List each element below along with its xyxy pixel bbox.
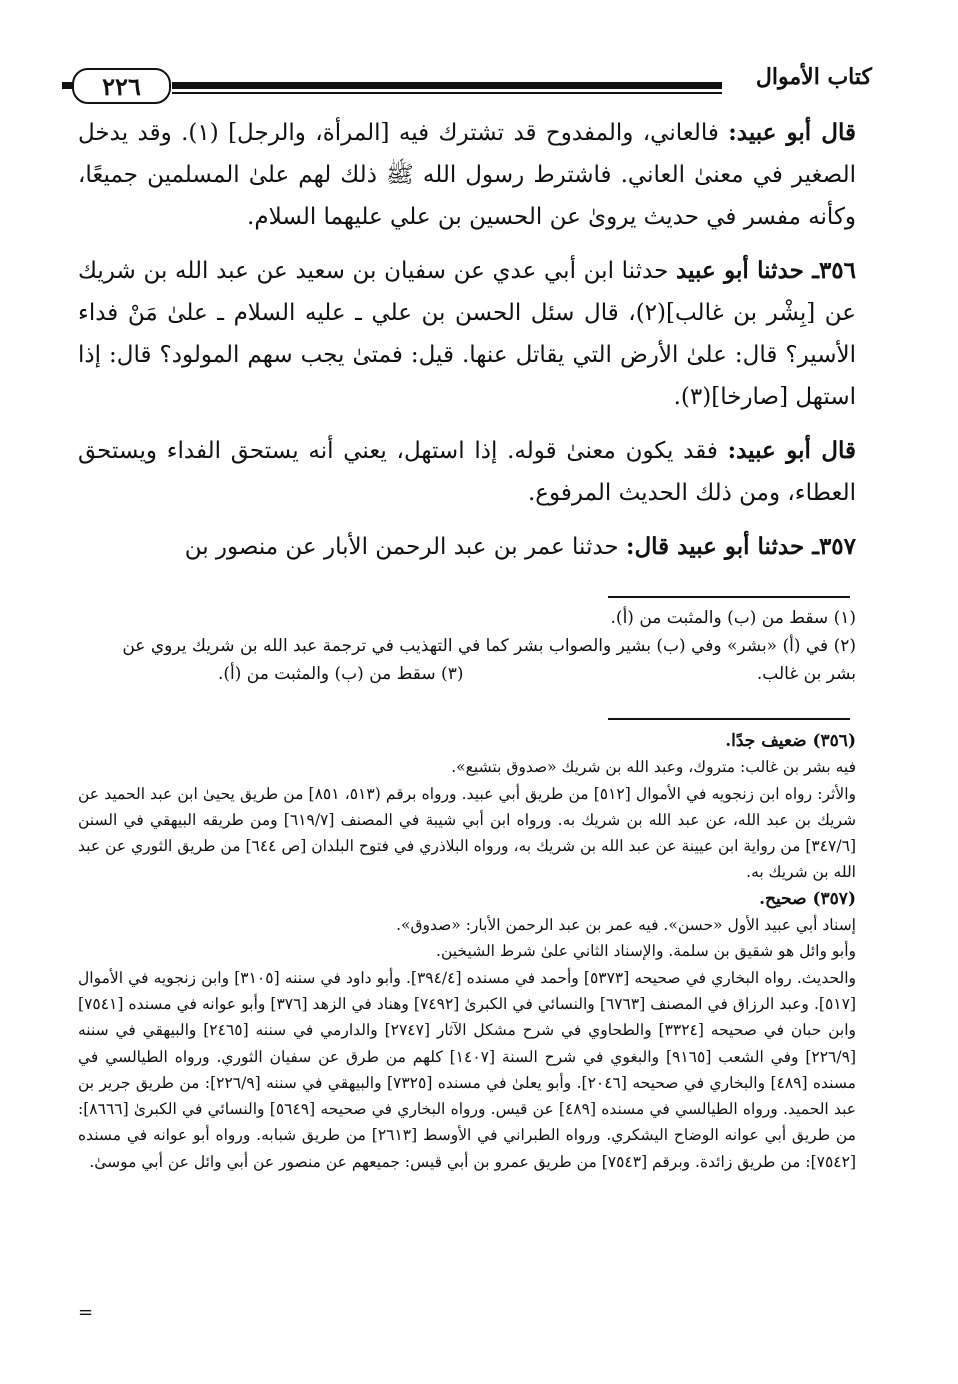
footnote-divider (608, 596, 850, 598)
footnote-2: (٢) في (أ) «بشر» وفي (ب) بشير والصواب بشر كما في التهذيب في ترجمة عبد الله بن شريك يروي عن (122, 636, 856, 656)
paragraph-2-text: حدثنا ابن أبي عدي عن سفيان بن سعيد عن عبد الله بن شريك عن [بِشْر بن غالب](٢)، قال سئل الحسن بن علي ـ عليه السلام ـ علىٰ مَنْ فداء الأسير؟ قال: علىٰ الأرض التي يقاتل عنها. قيل: فمتىٰ يجب سهم المولود؟ قال: إذا استهل [صارخا](٣). (78, 258, 856, 410)
paragraph-1 (78, 112, 856, 238)
paragraph-1-lead: قال أبو عبيد: (728, 119, 856, 146)
paragraph-2 (78, 250, 856, 418)
paragraph-3-text: فقد يكون معنىٰ قوله. إذا استهل، يعني أنه يستحق الفداء ويستحق العطاء، ومن ذلك الحديث المرفوع. (78, 438, 856, 506)
continuation-mark: = (78, 1302, 94, 1323)
paragraph-4-lead: ٣٥٧ـ حدثنا أبو عبيد قال: (625, 533, 856, 560)
takhrij-356-line-1: فيه بشر بن غالب: متروك، وعبد الله بن شريك «صدوق بتشيع». (451, 758, 856, 777)
footnote-3: (٣) سقط من (ب) والمثبت من (أ). (218, 664, 464, 684)
paragraph-2-lead: ٣٥٦ـ حدثنا أبو عبيد (676, 257, 856, 284)
footnote-2-continued: بشر بن غالب. (756, 664, 856, 684)
header-rule (172, 82, 722, 89)
header-rule-thin (172, 92, 722, 94)
takhrij-356-line-2: والأثر: رواه ابن زنجويه في الأموال [٥١٢] من طريق أبي عبيد. ورواه برقم (٥١٣، ٨٥١] من طريق يحيىٰ ابن عبد الحميد عن شريك بن عبد الله، عن عبد الله بن شريك به. ورواه ابن أبي شيبة في المصنف [٦١٩/٧] ومن طريقه البيهقي في السنن [٣٤٧/٦] من رواية ابن عيينة عن عبد الله بن شريك به، ورواه البلاذري في فتوح البلدان [ص ٦٤٤] من طريق الثوري عن عبد الله بن شريك به. (78, 784, 856, 882)
takhrij-357-line-3: والحديث. رواه البخاري في صحيحه [٥٣٧٣] وأحمد في مسنده [٣٩٤/٤]. وأبو داود في سننه [٣١٠٥] وابن زنجويه في الأموال [٥١٧]. وعبد الرزاق في المصنف [٦٧٦٣] والنسائي في الكبرىٰ [٧٤٩٢] وهناد في الزهد [٣٧٦] وأبو عوانه في مسنده [٧٥٤١] وابن حبان في صحيحه [٣٣٢٤] والطحاوي في شرح مشكل الآثار [٢٧٤٧] والدارمي في سننه [٢٤٦٥] والبيهقي في سننه [٢٢٦/٩] وفي الشعب [٩١٦٥] والبغوي في شرح السنة [١٤٠٧] كلهم من طرق عن سفيان الثوري. ورواه الطيالسي في مسنده [٤٨٩] والبخاري في صحيحه [٢٠٤٦]. وأبو يعلىٰ في مسنده [٧٣٢٥] والبيهقي في سننه [٢٢٦/٩]: من طريق جرير بن عبد الحميد. ورواه الطيالسي في مسنده [٤٨٩] عن قيس. ورواه البخاري في صحيحه [٥٦٤٩] والنسائي في الكبرىٰ [٨٦٦٦]: من طريق أبي عوانه الوضاح اليشكري. ورواه الطبراني في الأوسط [٢٦١٣] من طريق شبابه. ورواه أبو عوانه في مسنده [٧٥٤٢]: من طريق زائدة. وبرقم [٧٥٤٣] من طريق عمرو بن أبي قيس: جميعهم عن منصور عن أبي وائل عن أبي موسىٰ. (78, 968, 857, 1171)
page-number: ٢٢٦ (72, 68, 171, 104)
page-header (72, 60, 872, 110)
takhrij-357-heading: (٣٥٧) صحيح. (759, 888, 856, 909)
footnote-row (78, 660, 856, 688)
running-title: كتاب الأموال (755, 64, 872, 90)
footnote-1: (١) سقط من (ب) والمثبت من (أ). (610, 608, 856, 628)
paragraph-4 (78, 526, 856, 568)
main-text (78, 112, 856, 580)
paragraph-3 (78, 430, 856, 514)
paragraph-4-text: حدثنا عمر بن عبد الرحمن الأبار عن منصور بن (184, 534, 619, 560)
paragraph-3-lead: قال أبو عبيد: (727, 437, 857, 464)
takhrij-divider (608, 718, 850, 720)
takhrij-357-line-1: إسناد أبي عبيد الأول «حسن». فيه عمر بن عبد الرحمن الأبار: «صدوق». (396, 916, 856, 935)
takhrij-notes (78, 728, 856, 1175)
paragraph-1-text: فالعاني، والمفدوح قد تشترك فيه [المرأة، والرجل] (١). وقد يدخل الصغير في معنىٰ العاني. فاشترط رسول الله ﷺ ذلك لهم علىٰ المسلمين جميعًا، وكأنه مفسر في حديث يرویٰ عن الحسين بن علي عليهما السلام. (78, 120, 856, 230)
footnotes (78, 604, 856, 688)
takhrij-357-line-2: وأبو وائل هو شقيق بن سلمة. والإسناد الثاني علىٰ شرط الشيخين. (436, 942, 856, 961)
takhrij-356-heading: (٣٥٦) ضعيف جدًا. (725, 731, 856, 751)
